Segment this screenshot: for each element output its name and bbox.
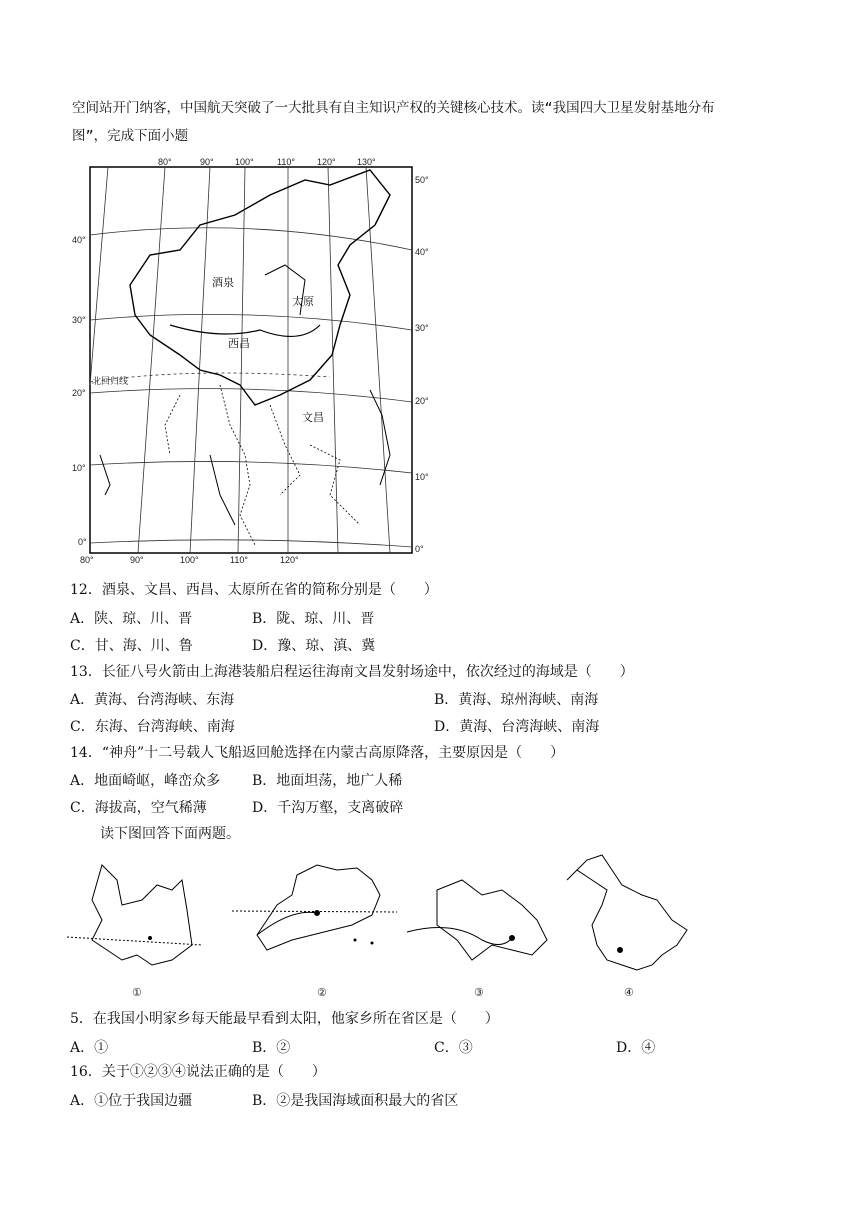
q13-option-a[interactable]: A．黄海、台湾海峡、东海 [70,692,235,708]
right-label-50: 50° [415,175,429,185]
map-figure [70,155,440,565]
left-label-40: 40° [72,235,86,245]
bottom-label-120: 120° [280,555,299,565]
right-label-10: 10° [415,472,429,482]
right-label-20: 20° [415,396,429,406]
q13-option-c[interactable]: C．东海、台湾海峡、南海 [70,719,235,735]
small-map-label-3: ③ [474,987,484,999]
right-label-30: 30° [415,323,429,333]
top-label-130: 130° [357,157,376,167]
bottom-label-100: 100° [180,555,199,565]
top-label-110: 110° [277,157,295,167]
small-map-label-2: ② [317,987,327,999]
small-map-label-1: ① [132,987,142,999]
tropic-label: 北回归线 [92,376,129,386]
q13-option-d[interactable]: D．黄海、台湾海峡、南海 [434,719,600,735]
q13-option-b[interactable]: B．黄海、琼州海峡、南海 [434,692,599,708]
city-jiuquan: 酒泉 [212,277,234,289]
intro-line-1: 空间站开门纳客，中国航天突破了一大批具有自主知识产权的关键核心技术。读“我国四大卫星发射基地分布 [72,100,715,116]
left-label-10: 10° [72,463,86,473]
q14-option-a[interactable]: A．地面崎岖，峰峦众多 [70,773,221,789]
q12-option-a[interactable]: A．陕、琼、川、晋 [70,611,193,627]
province-maps [62,850,722,1000]
province-map-1 [67,865,202,965]
left-label-0: 0° [78,537,87,547]
q14-option-c[interactable]: C．海拔高，空气稀薄 [70,800,207,816]
bottom-label-110: 110° [230,555,248,565]
q12-option-d[interactable]: D．豫、琼、滇、冀 [252,638,376,654]
q14-stem: 14．“神舟”十二号载人飞船返回舱选择在内蒙古高原降落，主要原因是（ ） [70,745,565,761]
satellite-base-map [70,155,440,565]
q12-option-b[interactable]: B．陇、琼、川、晋 [252,611,375,627]
q14-option-b[interactable]: B．地面坦荡，地广人稀 [252,773,403,789]
q13-stem: 13．长征八号火箭由上海港装船启程运往海南文昌发射场途中，依次经过的海域是（ ） [70,664,634,680]
q15-stem: 5．在我国小明家乡每天能最早看到太阳，他家乡所在省区是（ ） [70,1011,499,1027]
q14-option-d[interactable]: D．千沟万壑，支离破碎 [252,800,404,816]
city-wenchang: 文昌 [302,412,324,424]
q16-option-a[interactable]: A．①位于我国边疆 [70,1093,193,1109]
q12-stem: 12．酒泉、文昌、西昌、太原所在省的简称分别是（ ） [70,582,438,598]
right-label-0: 0° [415,544,424,554]
q16-stem: 16．关于①②③④说法正确的是（ ） [70,1064,326,1080]
province-map-3 [407,880,547,960]
city-taiyuan: 太原 [292,296,314,308]
top-label-80: 80° [158,157,172,167]
left-label-30: 30° [72,315,86,325]
bottom-label-90: 90° [130,555,144,565]
right-label-40: 40° [415,247,429,257]
left-label-20: 20° [72,388,86,398]
top-label-100: 100° [235,157,254,167]
q12-option-c[interactable]: C．甘、海、川、鲁 [70,638,193,654]
q15-option-a[interactable]: A．① [70,1040,109,1056]
city-xichang: 西昌 [228,338,250,350]
intro-line-2: 图”，完成下面小题 [72,128,189,144]
q16-option-b[interactable]: B．②是我国海域面积最大的省区 [252,1093,459,1109]
top-label-90: 90° [200,157,214,167]
small-map-label-4: ④ [624,987,634,999]
q15-option-c[interactable]: C．③ [434,1040,473,1056]
bottom-label-80: 80° [80,555,94,565]
province-map-4 [567,855,687,970]
province-map-2 [232,865,397,950]
top-label-120: 120° [317,157,336,167]
province-maps-figure [62,850,722,1000]
q15-option-d[interactable]: D．④ [616,1040,656,1056]
q15-option-b[interactable]: B．② [252,1040,291,1056]
map-frame [90,167,412,553]
read-prompt: 读下图回答下面两题。 [100,826,240,842]
